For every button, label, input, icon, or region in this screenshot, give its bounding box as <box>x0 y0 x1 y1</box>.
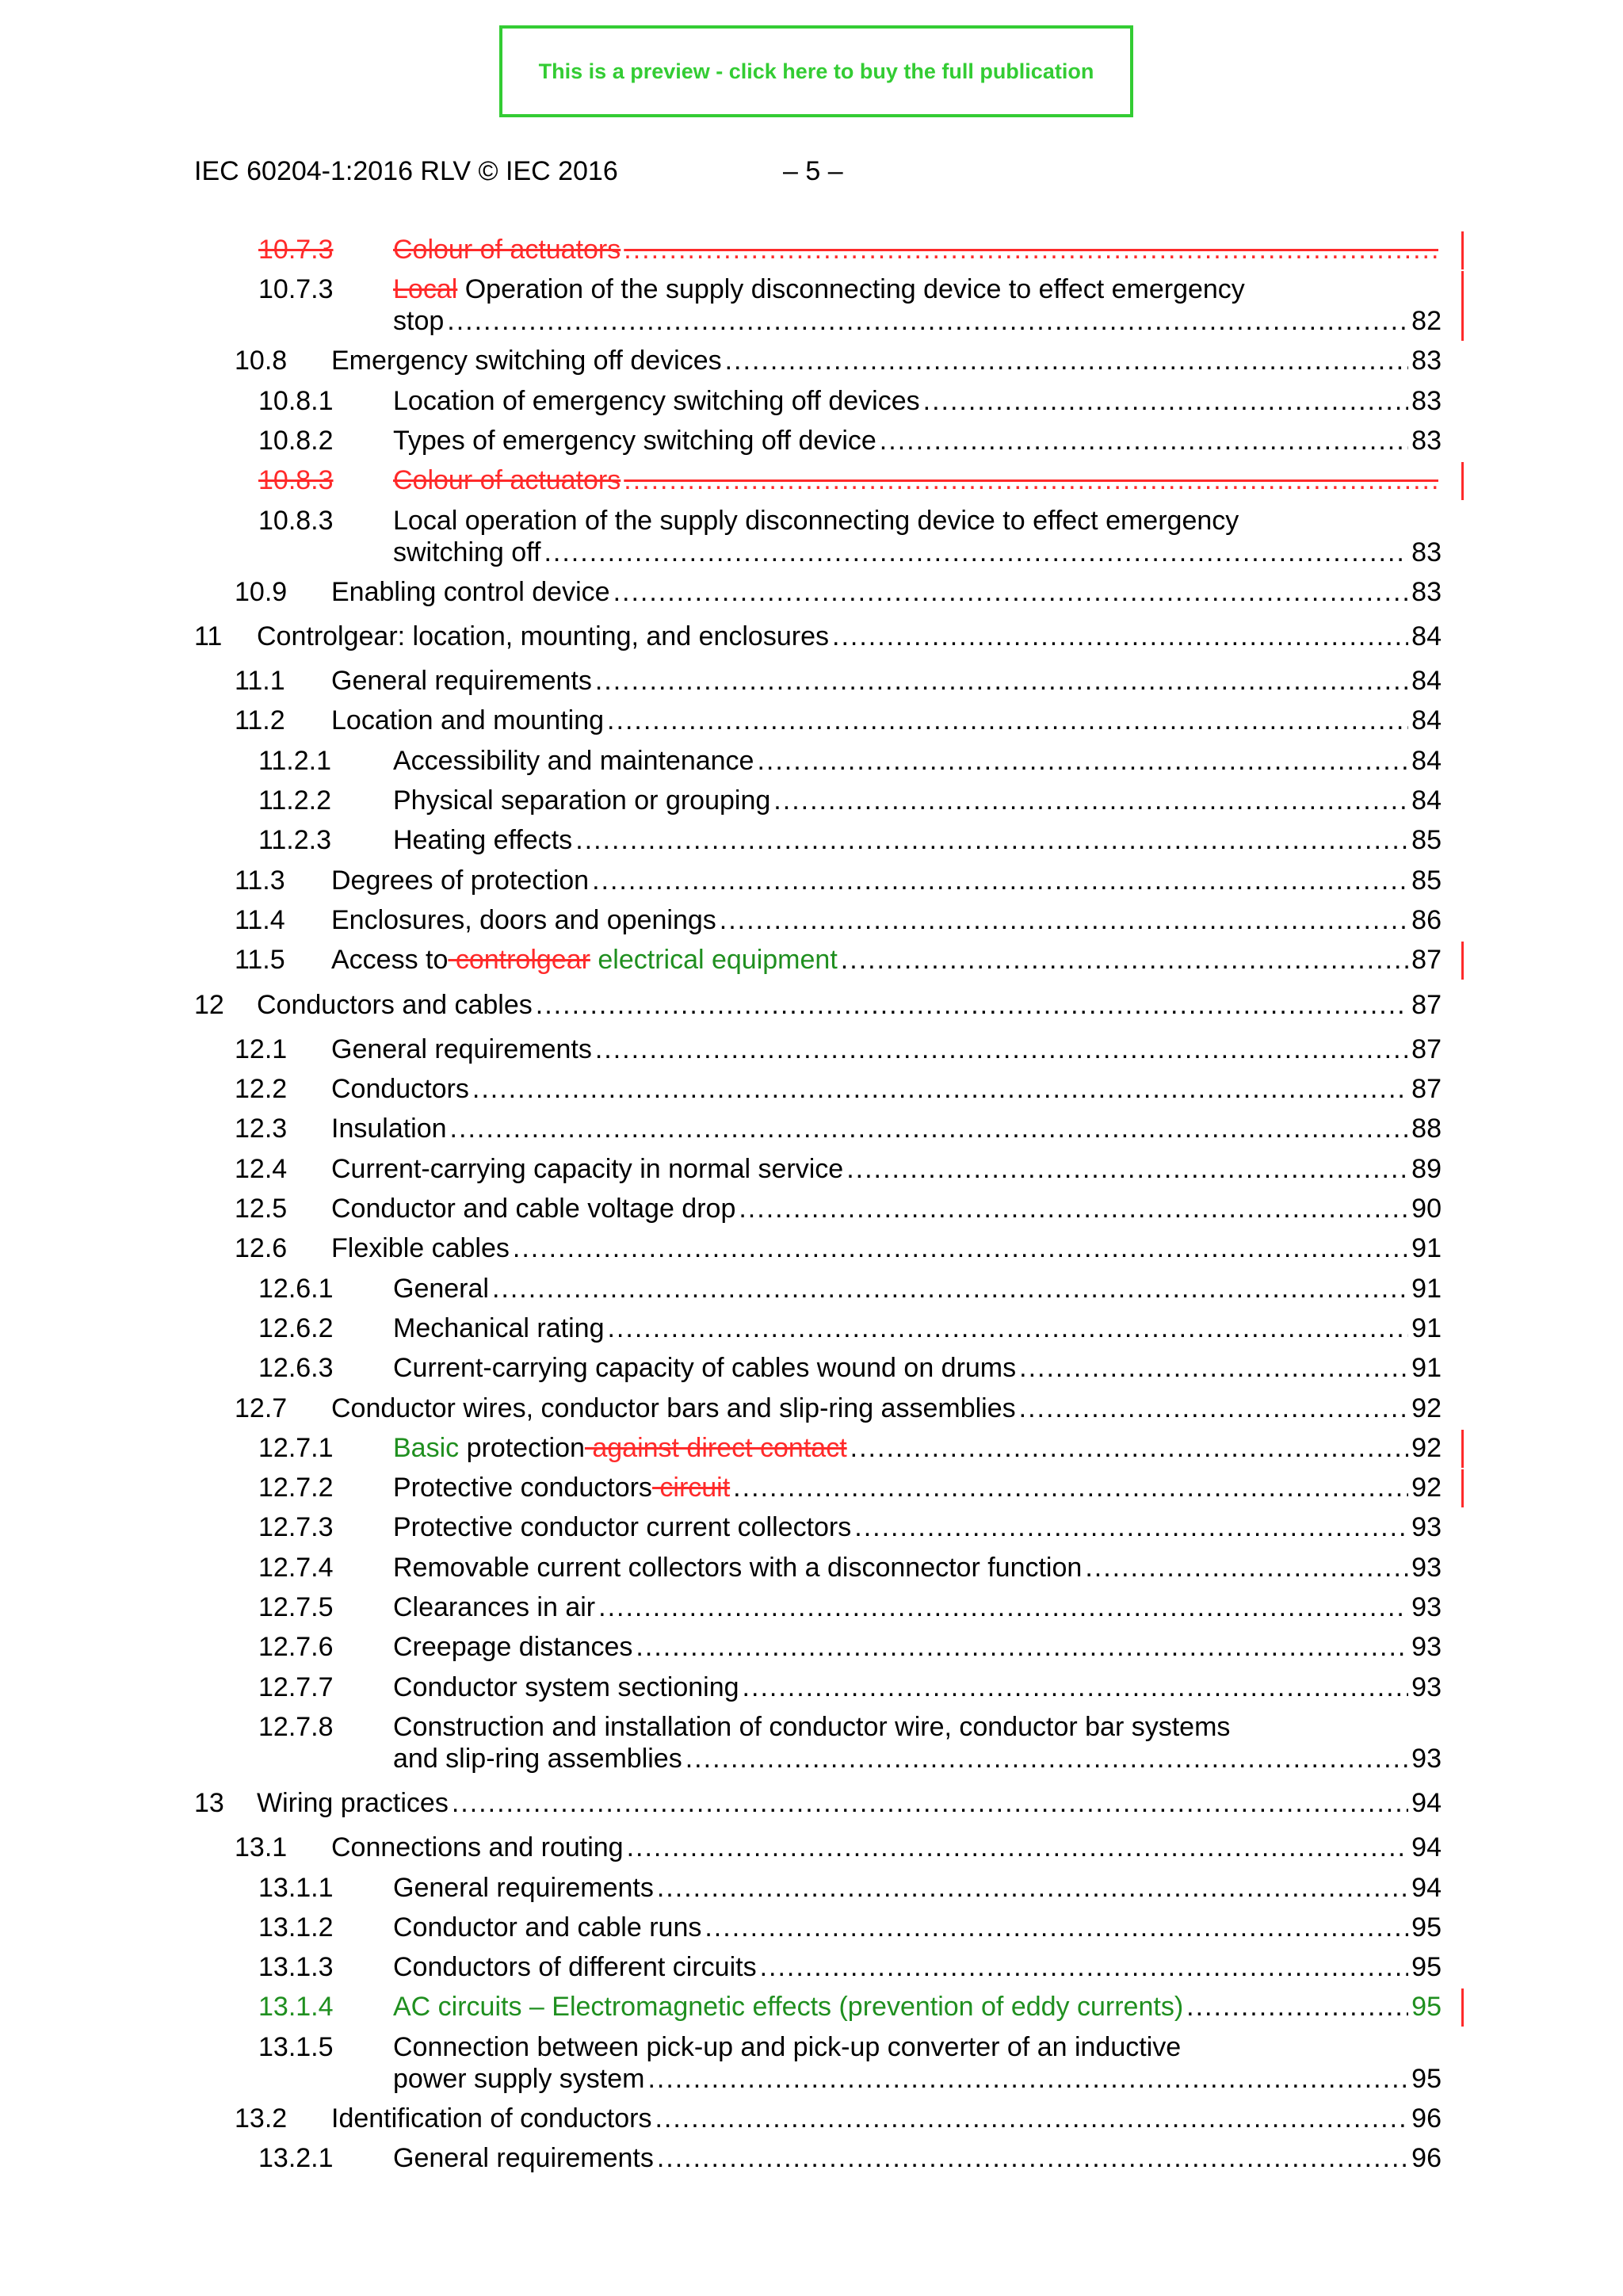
change-bar <box>1461 1988 1464 2027</box>
title-text: Conductor and cable runs <box>393 1912 702 1943</box>
toc-entry-title <box>331 1114 447 1144</box>
toc-entry-page: 96 <box>1411 2143 1442 2173</box>
toc-entry-number: 13.1.1 <box>258 1872 334 1903</box>
title-text: Conductor system sectioning <box>393 1671 739 1702</box>
dot-leader <box>575 825 1408 856</box>
toc-entry-number: 12.6.1 <box>258 1273 334 1304</box>
toc-entry-title <box>331 905 716 936</box>
title-text: Construction and installation of conductor wire, conductor bar systems <box>393 1711 1231 1742</box>
title-text: Mechanical rating <box>393 1312 605 1343</box>
title-text: Degrees of protection <box>331 865 590 896</box>
toc-entry-page: 84 <box>1411 705 1442 736</box>
toc-entry-page: 91 <box>1411 1273 1442 1304</box>
dot-leader <box>636 1632 1408 1663</box>
toc-entry-page: 87 <box>1411 989 1442 1020</box>
title-text: Enabling control device <box>331 576 610 607</box>
toc-entry-number: 12.7.1 <box>258 1432 334 1463</box>
toc-entry-title <box>393 506 1239 537</box>
toc-entry-page: 87 <box>1411 945 1442 976</box>
toc-entry-title <box>331 1233 510 1264</box>
toc-entry-page: 92 <box>1411 1432 1442 1463</box>
toc-entry-number: 11 <box>194 621 223 651</box>
toc-entry-page: 91 <box>1411 1233 1442 1264</box>
toc-entry-number: 12.5 <box>235 1194 288 1224</box>
toc-entry-title <box>393 274 1245 305</box>
inserted-text: Basic <box>393 1432 460 1463</box>
title-text: Wiring practices <box>257 1787 449 1818</box>
toc-entry-title <box>393 235 621 266</box>
toc-entry-number: 12.7.6 <box>258 1632 334 1663</box>
toc-entry-number: 11.2 <box>235 705 285 736</box>
toc-entry-number: 12.6.2 <box>258 1312 334 1343</box>
dot-leader <box>773 785 1408 816</box>
toc-entry-title <box>393 1672 739 1703</box>
toc-entry-number: 10.7.3 <box>258 274 334 305</box>
toc-entry-number: 12.6.3 <box>258 1353 334 1384</box>
toc-entry-number: 12.4 <box>235 1153 288 1184</box>
toc-entry-number: 13.1.2 <box>258 1912 334 1943</box>
deleted-text: controlgear <box>448 945 590 976</box>
toc-entry-page: 84 <box>1411 666 1442 697</box>
title-text: General requirements <box>393 2143 654 2173</box>
toc-entry-number: 12.7.3 <box>258 1512 334 1543</box>
dot-leader <box>657 2143 1408 2174</box>
dot-leader <box>923 386 1409 417</box>
dot-leader <box>685 1744 1408 1775</box>
toc-entry-title <box>331 1194 735 1224</box>
toc-entry-number: 12.7 <box>235 1392 288 1423</box>
dot-leader <box>627 1832 1409 1863</box>
toc-entry-title <box>393 1473 730 1503</box>
toc-entry-number: 10.7.3 <box>258 235 334 265</box>
toc-entry-title <box>393 2032 1181 2063</box>
dot-leader <box>607 705 1408 736</box>
toc-entry-title <box>393 825 572 856</box>
deleted-text: against direct contact <box>584 1432 847 1463</box>
toc-entry-page: 94 <box>1411 1832 1442 1863</box>
toc-entry-title <box>331 2103 651 2134</box>
toc-entry-page: 83 <box>1411 385 1442 416</box>
dot-leader <box>595 1034 1408 1065</box>
title-text: Current-carrying capacity of cables wound on drums <box>393 1353 1017 1384</box>
title-text: General <box>393 1273 489 1304</box>
dot-leader <box>607 1313 1408 1344</box>
dot-leader <box>1085 1553 1408 1584</box>
toc-entry-title <box>331 666 592 697</box>
toc-entry-number: 10.8 <box>235 346 288 376</box>
toc-entry-title <box>393 1274 489 1305</box>
inserted-text: AC circuits – Electromagnetic effects (prevention of eddy currents) <box>393 1992 1184 2023</box>
toc-entry-page: 92 <box>1411 1473 1442 1503</box>
toc-entry-number: 12.6 <box>235 1233 288 1264</box>
title-text: General requirements <box>331 666 592 697</box>
toc-entry-page: 84 <box>1411 621 1442 651</box>
dot-leader <box>1186 1992 1408 2023</box>
title-text: Conductor and cable voltage drop <box>331 1194 736 1224</box>
toc-entry-title-continued: switching off <box>393 537 541 567</box>
dot-leader <box>513 1233 1408 1264</box>
toc-entry-title <box>393 1712 1230 1743</box>
toc-entry-number: 13.1.5 <box>258 2031 334 2062</box>
toc-entry-number: 13.2 <box>235 2103 288 2134</box>
title-text: Removable current collectors with a disconnector function <box>393 1552 1083 1583</box>
title-text: Connections and routing <box>331 1832 624 1863</box>
toc-entry-page: 87 <box>1411 1033 1442 1064</box>
toc-entry-page: 92 <box>1411 1392 1442 1423</box>
dot-leader <box>598 1592 1408 1623</box>
toc-entry-number: 11.4 <box>235 904 285 935</box>
toc-entry-title <box>393 746 754 777</box>
toc-entry-title <box>393 1992 1183 2023</box>
toc-entry-page: 94 <box>1411 1872 1442 1903</box>
toc-entry-page: 82 <box>1411 306 1442 337</box>
dot-leader <box>1019 1393 1409 1424</box>
dot-leader <box>447 306 1408 337</box>
toc-entry-page: 83 <box>1411 576 1442 607</box>
title-text: Current-carrying capacity in normal service <box>331 1153 844 1184</box>
dot-leader <box>760 1952 1409 1983</box>
toc-entry-number: 10.9 <box>235 576 288 607</box>
change-bar <box>1461 462 1464 500</box>
toc-entry-page: 93 <box>1411 1512 1442 1543</box>
toc-entry-title <box>393 1553 1082 1584</box>
toc-entry-page: 83 <box>1411 425 1442 456</box>
dot-leader <box>450 1114 1409 1144</box>
toc-entry-number: 11.2.3 <box>258 825 332 856</box>
title-text: Conductors and cables <box>257 989 533 1020</box>
deleted-text: Colour of actuators <box>393 235 621 265</box>
title-text: Conductors of different circuits <box>393 1952 757 1983</box>
title-text: Location of emergency switching off devices <box>393 385 920 416</box>
toc-entry-title <box>393 1512 851 1543</box>
page-number: – 5 – <box>783 156 843 186</box>
toc-entry-title <box>331 1034 592 1065</box>
toc-entry-number: 10.8.1 <box>258 385 334 416</box>
title-text: Types of emergency switching off device <box>393 425 876 456</box>
toc-entry-page: 85 <box>1411 825 1442 856</box>
title-text: Flexible cables <box>331 1233 510 1264</box>
toc-entry-page: 88 <box>1411 1114 1442 1144</box>
toc-entry-page: 89 <box>1411 1153 1442 1184</box>
toc-entry-page: 95 <box>1411 1992 1442 2023</box>
buy-full-publication-link[interactable]: This is a preview - click here to buy the full publication <box>499 25 1133 117</box>
title-text: protection <box>459 1432 585 1463</box>
toc-entry-title <box>331 346 722 376</box>
toc-entry-title <box>331 865 589 896</box>
toc-entry-number: 10.8.2 <box>258 425 334 456</box>
dot-leader <box>657 1873 1408 1904</box>
title-text: Protective conductor current collectors <box>393 1512 852 1543</box>
toc-entry-number: 12.7.7 <box>258 1671 334 1702</box>
title-text: Emergency switching off devices <box>331 346 722 376</box>
toc-entry-title <box>257 621 829 652</box>
toc-entry-number: 13.1.4 <box>258 1992 334 2023</box>
toc-entry-title <box>393 1313 604 1344</box>
toc-entry-number: 10.8.3 <box>258 505 334 536</box>
toc-entry-number: 10.8.3 <box>258 465 334 496</box>
toc-entry-page: 87 <box>1411 1074 1442 1105</box>
toc-entry-title <box>393 2143 654 2174</box>
title-text: Physical separation or grouping <box>393 785 771 816</box>
deleted-text: circuit <box>651 1473 731 1503</box>
title-text: Location and mounting <box>331 705 605 736</box>
dot-leader <box>1019 1353 1408 1384</box>
toc-entry-page: 93 <box>1411 1592 1442 1622</box>
toc-entry-title-continued: stop <box>393 306 445 337</box>
toc-entry-number: 12 <box>194 989 224 1020</box>
toc-entry-page: 83 <box>1411 346 1442 376</box>
toc-entry-title <box>393 426 876 457</box>
dot-leader <box>757 746 1408 777</box>
toc-entry-page: 84 <box>1411 745 1442 776</box>
toc-entry-title <box>393 1912 701 1943</box>
toc-entry-page: 95 <box>1411 1912 1442 1943</box>
dot-leader <box>733 1473 1408 1503</box>
document-header: IEC 60204-1:2016 RLV © IEC 2016 <box>194 156 618 186</box>
toc-entry-page: 94 <box>1411 1787 1442 1818</box>
toc-entry-number: 13 <box>194 1787 224 1818</box>
toc-entry-number: 11.1 <box>235 666 285 697</box>
dot-leader <box>624 465 1438 496</box>
title-text: General requirements <box>393 1872 654 1903</box>
dot-leader <box>720 905 1408 936</box>
title-text: Protective conductors <box>393 1473 652 1503</box>
dot-leader <box>725 346 1409 376</box>
dot-leader <box>705 1912 1408 1943</box>
change-bar <box>1461 231 1464 269</box>
title-text: Identification of conductors <box>331 2103 652 2134</box>
toc-entry-title <box>331 1154 843 1185</box>
title-text: Enclosures, doors and openings <box>331 904 716 935</box>
toc-entry-title <box>331 945 838 976</box>
toc-entry-page: 93 <box>1411 1552 1442 1583</box>
toc-entry-number: 12.3 <box>235 1114 288 1144</box>
dot-leader <box>743 1672 1409 1703</box>
dot-leader <box>841 945 1408 976</box>
toc-entry-title <box>393 1632 632 1663</box>
dot-leader <box>854 1512 1408 1543</box>
toc-entry-number: 12.1 <box>235 1033 288 1064</box>
toc-entry-number: 13.2.1 <box>258 2143 334 2173</box>
dot-leader <box>595 666 1408 697</box>
toc-entry-page: 83 <box>1411 537 1442 567</box>
toc-entry-number: 11.2.2 <box>258 785 332 816</box>
toc-entry-number: 12.7.4 <box>258 1552 334 1583</box>
title-text: Access to <box>331 945 449 976</box>
title-text: Heating effects <box>393 825 573 856</box>
dot-leader <box>846 1154 1408 1185</box>
toc-entry-number: 12.7.5 <box>258 1592 334 1622</box>
toc-entry-title <box>393 785 770 816</box>
dot-leader <box>850 1433 1409 1464</box>
deleted-text: Local <box>393 274 458 305</box>
toc-entry-title <box>257 990 533 1021</box>
toc-entry-page: 90 <box>1411 1194 1442 1224</box>
toc-entry-page: 93 <box>1411 1632 1442 1663</box>
toc-entry-page: 95 <box>1411 2063 1442 2094</box>
toc-entry-page: 93 <box>1411 1743 1442 1774</box>
toc-entry-title <box>393 1353 1016 1384</box>
toc-entry-title <box>393 386 920 417</box>
toc-entry-title <box>393 1873 654 1904</box>
toc-entry-title <box>393 465 621 496</box>
change-bar <box>1461 1469 1464 1507</box>
title-text: Clearances in air <box>393 1592 596 1622</box>
dot-leader <box>624 235 1438 266</box>
dot-leader <box>536 990 1408 1021</box>
toc-entry-title <box>331 577 610 608</box>
title-text: Operation of the supply disconnecting device to effect emergency <box>457 274 1245 305</box>
title-text: Creepage distances <box>393 1632 633 1663</box>
title-text: Conductor wires, conductor bars and slip-ring assemblies <box>331 1392 1016 1423</box>
toc-entry-title-continued: power supply system <box>393 2063 645 2094</box>
toc-entry-page: 95 <box>1411 1952 1442 1983</box>
toc-entry-page: 85 <box>1411 865 1442 896</box>
change-bar <box>1461 1430 1464 1468</box>
toc-entry-title <box>393 1952 757 1983</box>
title-text: Controlgear: location, mounting, and enclosures <box>257 621 829 651</box>
dot-leader <box>492 1274 1408 1305</box>
toc-entry-page: 96 <box>1411 2103 1442 2134</box>
dot-leader <box>739 1194 1408 1224</box>
toc-entry-title <box>257 1788 449 1819</box>
dot-leader <box>647 2064 1408 2095</box>
toc-entry-title <box>393 1433 847 1464</box>
toc-entry-page: 91 <box>1411 1312 1442 1343</box>
title-text: General requirements <box>331 1033 592 1064</box>
title-text: Conductors <box>331 1074 469 1105</box>
toc-entry-title <box>331 1832 624 1863</box>
toc-entry-number: 12.7.2 <box>258 1473 334 1503</box>
toc-entry-number: 11.2.1 <box>258 745 332 776</box>
title-text: Connection between pick-up and pick-up converter of an inductive <box>393 2031 1182 2062</box>
dot-leader <box>655 2103 1408 2134</box>
toc-entry-title <box>393 1592 595 1623</box>
toc-entry-number: 13.1 <box>235 1832 288 1863</box>
title-text: Accessibility and maintenance <box>393 745 754 776</box>
title-text: Insulation <box>331 1114 447 1144</box>
toc-entry-page: 91 <box>1411 1353 1442 1384</box>
toc-entry-title <box>331 1074 469 1105</box>
change-bar <box>1461 271 1464 341</box>
change-bar <box>1461 942 1464 980</box>
toc-entry-number: 13.1.3 <box>258 1952 334 1983</box>
title-text: Local operation of the supply disconnecting device to effect emergency <box>393 505 1239 536</box>
dot-leader <box>880 426 1408 457</box>
toc-entry-page: 84 <box>1411 785 1442 816</box>
inserted-text: electrical equipment <box>590 945 838 976</box>
toc-entry-number: 12.2 <box>235 1074 288 1105</box>
toc-entry-number: 12.7.8 <box>258 1711 334 1742</box>
toc-entry-page: 86 <box>1411 904 1442 935</box>
dot-leader <box>472 1074 1408 1105</box>
toc-entry-title-continued: and slip-ring assemblies <box>393 1743 682 1774</box>
toc-entry-page: 93 <box>1411 1671 1442 1702</box>
dot-leader <box>544 537 1408 568</box>
dot-leader <box>452 1788 1408 1819</box>
toc-entry-number: 11.3 <box>235 865 285 896</box>
dot-leader <box>613 577 1409 608</box>
deleted-text: Colour of actuators <box>393 465 621 496</box>
dot-leader <box>592 865 1408 896</box>
toc-entry-title <box>331 705 604 736</box>
toc-entry-number: 11.5 <box>235 945 285 976</box>
dot-leader <box>832 621 1408 652</box>
toc-entry-title <box>331 1393 1016 1424</box>
